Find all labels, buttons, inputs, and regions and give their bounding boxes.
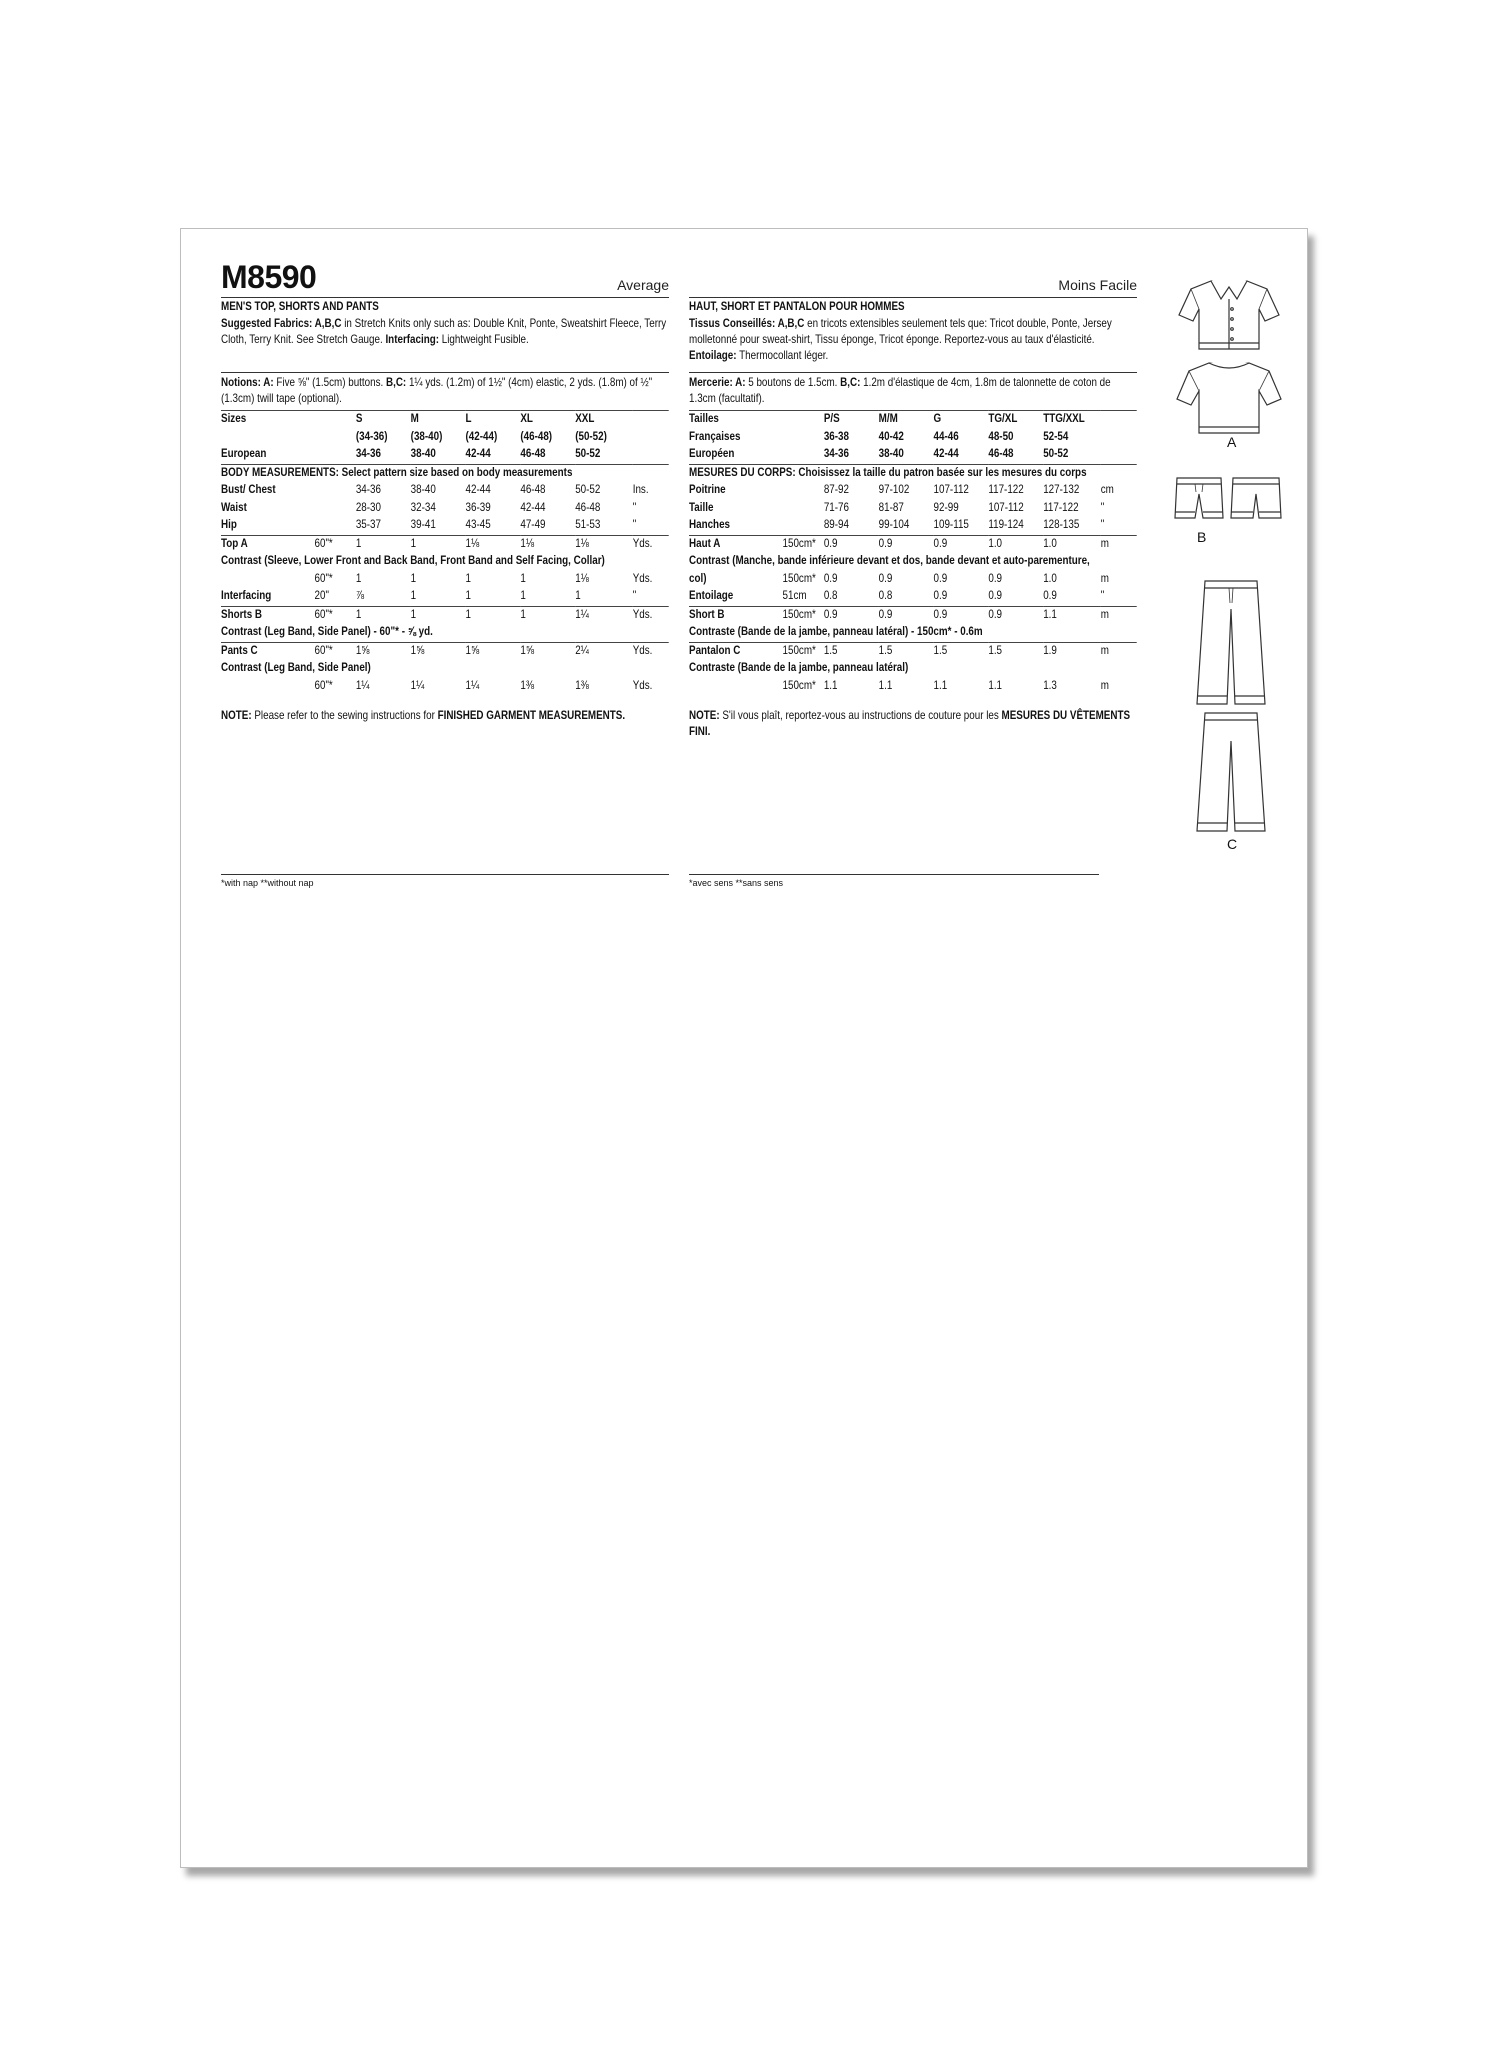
table-cell: 0.9 xyxy=(988,588,1003,602)
table-row xyxy=(689,429,1137,447)
table-row xyxy=(221,678,669,696)
table-cell xyxy=(782,517,823,535)
table-cell: 0.9 xyxy=(988,570,1003,585)
size-yardage-table xyxy=(221,410,669,695)
table-cell: M/M xyxy=(879,411,934,429)
table-cell xyxy=(633,429,669,447)
table-cell: 1.0 xyxy=(1043,535,1101,553)
table-cell: S xyxy=(356,411,411,429)
table-cell: 50-52 xyxy=(575,482,601,496)
table-cell: m xyxy=(1101,606,1137,624)
table-cell: 60"* xyxy=(314,535,355,553)
divider xyxy=(689,297,1137,298)
table-cell: 43-45 xyxy=(465,517,491,531)
table-cell: 20" xyxy=(314,588,329,602)
table-cell: 1.0 xyxy=(1043,570,1057,585)
table-cell: 39-41 xyxy=(410,517,436,531)
table-cell: 2¼ xyxy=(575,642,633,660)
table-cell: 1.5 xyxy=(824,642,879,660)
table-cell: 0.9 xyxy=(879,606,934,624)
table-cell: 1⅛ xyxy=(520,535,575,553)
table-cell: " xyxy=(632,499,637,514)
table-cell: 1 xyxy=(410,588,417,602)
table-cell xyxy=(1101,446,1137,464)
table-cell: 60"* xyxy=(314,606,355,624)
table-cell: 34-36 xyxy=(355,482,382,496)
table-cell: 28-30 xyxy=(355,499,382,514)
technical-drawings xyxy=(1171,279,1291,884)
table-cell: 34-36 xyxy=(355,446,382,460)
table-cell: Ins. xyxy=(632,482,649,496)
table-cell: 46-48 xyxy=(575,499,601,514)
table-row xyxy=(689,606,1137,624)
table-cell: m xyxy=(1101,535,1137,553)
table-cell: Contrast (Leg Band, Side Panel) - 60"* - ⅝ yd. xyxy=(221,624,433,638)
table-cell: P/S xyxy=(824,411,879,429)
table-cell xyxy=(782,411,823,429)
table-row xyxy=(221,642,669,660)
table-row xyxy=(221,464,669,482)
divider xyxy=(689,372,1137,373)
table-cell: Short B xyxy=(689,606,782,624)
table-row xyxy=(221,535,669,553)
table-row xyxy=(221,553,669,571)
table-cell: 117-122 xyxy=(988,482,1024,496)
table-cell: Pants C xyxy=(221,642,314,660)
notions-text: Notions: A: Five ⅝" (1.5cm) buttons. B,C: 1¼ yds. (1.2m) of 1½" (4cm) elastic, 2 yds. (1.8m) of ½" (1.3cm) twill tape (optional). xyxy=(221,375,653,405)
table-cell: 99-104 xyxy=(878,517,910,531)
table-cell: XXL xyxy=(575,411,633,429)
pants-back-sketch xyxy=(1197,713,1265,831)
fabrics-text: Suggested Fabrics: A,B,C in Stretch Knits only such as: Double Knit, Ponte, Sweatshirt Fleece, Terry Cloth, Terry Knit. See Stretch Gauge. Interfacing: Lightweight Fusible. xyxy=(221,316,667,346)
table-row xyxy=(221,500,669,518)
pants-front-sketch xyxy=(1197,581,1265,704)
table-cell: Poitrine xyxy=(689,482,726,496)
table-cell: (42-44) xyxy=(465,428,498,443)
table-cell: 89-94 xyxy=(823,517,850,531)
table-row xyxy=(689,500,1137,518)
table-row xyxy=(221,482,669,500)
table-row xyxy=(221,411,669,429)
table-cell: 0.8 xyxy=(878,588,893,602)
table-cell: " xyxy=(1100,588,1105,602)
table-row xyxy=(689,678,1137,696)
section-title: MEN'S TOP, SHORTS AND PANTS xyxy=(221,299,379,313)
table-row xyxy=(221,571,669,589)
table-cell: 97-102 xyxy=(878,482,910,496)
table-row xyxy=(221,606,669,624)
table-cell: 87-92 xyxy=(823,482,850,496)
table-cell: Entoilage xyxy=(689,588,734,602)
table-cell: 1⅝ xyxy=(520,642,575,660)
table-cell: (50-52) xyxy=(575,428,607,443)
table-cell: 0.8 xyxy=(823,588,838,602)
table-cell xyxy=(782,429,823,447)
shirt-back-sketch xyxy=(1177,363,1281,433)
table-cell: Hip xyxy=(221,517,237,531)
table-cell: 1¼ xyxy=(410,677,425,692)
table-cell: 46-48 xyxy=(520,446,546,460)
table-cell: 117-122 xyxy=(1043,499,1079,514)
table-cell: Européen xyxy=(689,446,735,460)
shorts-back-sketch xyxy=(1231,478,1281,518)
table-cell xyxy=(221,571,314,589)
table-cell xyxy=(221,429,314,447)
shirt-front-sketch xyxy=(1179,281,1279,349)
table-cell xyxy=(314,446,355,464)
table-cell: Contraste (Bande de la jambe, panneau latéral) xyxy=(689,660,909,674)
table-cell xyxy=(314,500,355,518)
table-cell: 32-34 xyxy=(410,499,436,514)
table-cell: 1 xyxy=(465,588,471,602)
table-cell: 1 xyxy=(466,606,521,624)
table-cell: cm xyxy=(1100,482,1114,496)
divider xyxy=(221,297,669,298)
table-cell: 1⅛ xyxy=(575,570,589,585)
table-cell: 107-112 xyxy=(933,482,969,496)
table-row xyxy=(689,464,1137,482)
table-cell: col) xyxy=(689,570,707,585)
table-cell: 1 xyxy=(411,606,466,624)
table-cell: Yds. xyxy=(633,642,669,660)
table-cell: Françaises xyxy=(689,428,741,443)
table-cell: 0.9 xyxy=(824,535,879,553)
table-cell: 1.1 xyxy=(1043,606,1101,624)
table-row xyxy=(221,660,669,678)
pattern-envelope-back xyxy=(180,228,1308,1868)
table-cell: 46-48 xyxy=(520,482,546,496)
table-cell: 150cm* xyxy=(782,606,823,624)
garment-sketches xyxy=(1171,279,1291,879)
table-cell xyxy=(314,482,355,500)
table-row xyxy=(221,588,669,606)
table-cell xyxy=(1101,411,1137,429)
table-cell: Hanches xyxy=(689,517,731,531)
table-cell: 1.3 xyxy=(1043,677,1057,692)
shorts-front-sketch xyxy=(1175,478,1223,518)
table-cell: 60"* xyxy=(314,642,355,660)
table-cell: 128-135 xyxy=(1043,517,1080,531)
table-cell: Taille xyxy=(689,499,714,514)
table-cell: Contraste (Bande de la jambe, panneau latéral) - 150cm* - 0.6m xyxy=(689,624,983,638)
table-cell xyxy=(782,446,823,464)
table-cell: BODY MEASUREMENTS: Select pattern size based on body measurements xyxy=(221,464,669,482)
table-row xyxy=(689,535,1137,553)
table-cell xyxy=(1101,429,1137,447)
table-cell: 0.9 xyxy=(988,606,1043,624)
footnote: *with nap **without nap xyxy=(221,878,314,888)
table-cell: 0.9 xyxy=(933,570,948,585)
table-cell: " xyxy=(632,517,637,531)
table-cell: " xyxy=(1100,517,1105,531)
table-cell: 50-52 xyxy=(1043,446,1069,460)
table-cell: Contrast (Leg Band, Side Panel) xyxy=(221,660,371,674)
table-cell: Top A xyxy=(221,535,314,553)
table-cell: 109-115 xyxy=(933,517,969,531)
table-cell: 42-44 xyxy=(465,446,491,460)
table-cell: 1.0 xyxy=(988,535,1043,553)
table-cell: Bust/ Chest xyxy=(221,482,276,496)
table-cell: 1⅜ xyxy=(520,677,535,692)
table-cell: Yds. xyxy=(633,535,669,553)
table-cell: TG/XL xyxy=(988,411,1043,429)
difficulty-level: Moins Facile xyxy=(1058,277,1137,293)
table-cell: 0.9 xyxy=(879,535,934,553)
table-row xyxy=(221,624,669,642)
table-cell xyxy=(633,411,669,429)
table-cell: G xyxy=(934,411,989,429)
table-cell: m xyxy=(1100,570,1109,585)
table-cell: Haut A xyxy=(689,535,782,553)
table-cell: Sizes xyxy=(221,411,314,429)
table-cell: 51-53 xyxy=(575,517,601,531)
table-cell: Contrast (Manche, bande inférieure devant et dos, bande devant et auto-parementure, xyxy=(689,553,1090,567)
table-cell: 42-44 xyxy=(933,446,959,460)
table-row xyxy=(221,429,669,447)
table-cell: 1⅛ xyxy=(466,535,521,553)
table-cell: 1¼ xyxy=(465,677,480,692)
table-cell: 1.1 xyxy=(933,677,948,692)
table-cell: 150cm* xyxy=(782,677,816,692)
table-cell: TTG/XXL xyxy=(1043,411,1101,429)
table-row xyxy=(689,624,1137,642)
table-cell: 0.9 xyxy=(934,606,989,624)
table-row xyxy=(689,642,1137,660)
table-cell: 1 xyxy=(411,535,466,553)
table-cell xyxy=(314,517,355,535)
table-cell: 38-40 xyxy=(878,446,904,460)
table-cell: 1.5 xyxy=(879,642,934,660)
table-cell: 48-50 xyxy=(988,428,1014,443)
table-cell: 150cm* xyxy=(782,642,823,660)
table-cell: " xyxy=(1100,499,1105,514)
table-cell: 1 xyxy=(356,535,411,553)
table-cell: " xyxy=(632,588,637,602)
table-cell: 127-132 xyxy=(1043,482,1080,496)
pattern-number: M8590 xyxy=(221,259,317,295)
divider xyxy=(689,874,1099,875)
table-cell: 1.1 xyxy=(988,677,1003,692)
table-cell: Pantalon C xyxy=(689,642,782,660)
table-cell: 92-99 xyxy=(933,499,959,514)
table-cell: 150cm* xyxy=(782,570,816,585)
table-cell xyxy=(633,446,669,464)
table-cell: 1.5 xyxy=(988,642,1043,660)
table-cell: Shorts B xyxy=(221,606,314,624)
table-cell: 42-44 xyxy=(465,482,491,496)
table-cell: m xyxy=(1100,677,1109,692)
section-title: HAUT, SHORT ET PANTALON POUR HOMMES xyxy=(689,299,905,313)
table-cell: 38-40 xyxy=(410,482,436,496)
table-cell: 1 xyxy=(575,588,581,602)
table-cell: (38-40) xyxy=(410,428,443,443)
table-row xyxy=(689,517,1137,535)
divider xyxy=(221,372,669,373)
table-cell xyxy=(782,500,823,518)
table-cell: 50-52 xyxy=(575,446,601,460)
note-text: NOTE: S'il vous plaît, reportez-vous au instructions de couture pour les MESURES DU VÊTEMENTS FINI. xyxy=(689,708,1131,738)
table-cell xyxy=(689,678,782,696)
footnote: *avec sens **sans sens xyxy=(689,878,784,888)
view-label-b: B xyxy=(1197,529,1207,545)
table-row xyxy=(689,411,1137,429)
table-cell: Yds. xyxy=(632,570,653,585)
table-cell: Tailles xyxy=(689,411,782,429)
notions-text: Mercerie: A: 5 boutons de 1.5cm. B,C: 1.2m d'élastique de 4cm, 1.8m de talonnette de coton de 1.3cm (facultatif). xyxy=(689,375,1111,405)
table-cell: 36-38 xyxy=(823,428,850,443)
table-cell: Yds. xyxy=(632,677,653,692)
table-cell: 34-36 xyxy=(823,446,850,460)
table-cell: 1⅝ xyxy=(466,642,521,660)
table-row xyxy=(689,553,1137,571)
table-cell xyxy=(314,429,355,447)
table-cell: 38-40 xyxy=(410,446,436,460)
table-row xyxy=(221,446,669,464)
table-cell: 1⅝ xyxy=(411,642,466,660)
table-cell: 1⅛ xyxy=(575,535,633,553)
table-cell: MESURES DU CORPS: Choisissez la taille du patron basée sur les mesures du corps xyxy=(689,464,1137,482)
table-cell: 1 xyxy=(520,606,575,624)
size-yardage-table xyxy=(689,410,1137,695)
table-cell: 81-87 xyxy=(878,499,904,514)
table-cell: 0.9 xyxy=(933,588,948,602)
table-cell: M xyxy=(411,411,466,429)
table-cell xyxy=(221,678,314,696)
table-cell: Yds. xyxy=(633,606,669,624)
table-cell: 0.9 xyxy=(934,535,989,553)
table-cell: (46-48) xyxy=(520,428,553,443)
view-label-c: C xyxy=(1227,836,1238,852)
table-cell: 150cm* xyxy=(782,535,823,553)
table-cell: 1.1 xyxy=(878,677,893,692)
table-cell: 1.9 xyxy=(1043,642,1101,660)
table-cell: 47-49 xyxy=(520,517,546,531)
table-row xyxy=(221,517,669,535)
table-cell: m xyxy=(1101,642,1137,660)
table-cell: 1 xyxy=(520,588,526,602)
table-cell: 52-54 xyxy=(1043,428,1069,443)
table-cell: 60"* xyxy=(314,677,333,692)
note-text: NOTE: Please refer to the sewing instructions for FINISHED GARMENT MEASUREMENTS. xyxy=(221,708,626,722)
table-cell: 35-37 xyxy=(355,517,382,531)
table-cell: 119-124 xyxy=(988,517,1024,531)
table-row xyxy=(689,588,1137,606)
fabrics-text: Tissus Conseillés: A,B,C en tricots extensibles seulement tels que: Tricot double, Ponte, Jersey molletonné pour sweat-shirt, Tissu éponge, Tricot éponge. Reportez-vous au taux d'élasticité. Entoilage: Thermocollant léger. xyxy=(689,316,1112,362)
table-cell xyxy=(314,411,355,429)
table-cell: 1.5 xyxy=(934,642,989,660)
table-row xyxy=(689,446,1137,464)
table-row xyxy=(689,660,1137,678)
table-cell: 60"* xyxy=(314,570,333,585)
table-cell: 40-42 xyxy=(878,428,904,443)
table-cell: 107-112 xyxy=(988,499,1024,514)
table-cell: 1 xyxy=(520,570,526,585)
table-cell xyxy=(782,482,823,500)
difficulty-level: Average xyxy=(617,277,669,293)
table-cell: 1⅝ xyxy=(356,642,411,660)
table-cell: 1⅜ xyxy=(575,677,589,692)
table-cell: 1.1 xyxy=(823,677,838,692)
divider xyxy=(221,874,669,875)
table-cell: 1 xyxy=(410,570,417,585)
table-cell: XL xyxy=(520,411,575,429)
table-cell: 1¼ xyxy=(575,606,633,624)
table-cell: 42-44 xyxy=(520,499,546,514)
table-cell: 1¼ xyxy=(355,677,370,692)
table-cell: 0.9 xyxy=(823,570,838,585)
table-cell: Interfacing xyxy=(221,588,272,602)
table-cell: 44-46 xyxy=(933,428,959,443)
table-cell: 36-39 xyxy=(465,499,491,514)
table-cell: 1 xyxy=(465,570,471,585)
table-cell: 1 xyxy=(356,606,411,624)
table-cell: ⅞ xyxy=(355,588,365,602)
table-cell: Waist xyxy=(221,499,247,514)
table-cell: 46-48 xyxy=(988,446,1014,460)
table-row xyxy=(689,482,1137,500)
table-cell: 0.9 xyxy=(1043,588,1057,602)
table-cell: 0.9 xyxy=(878,570,893,585)
table-row xyxy=(689,571,1137,589)
view-label-a: A xyxy=(1227,434,1237,450)
table-cell: Contrast (Sleeve, Lower Front and Back Band, Front Band and Self Facing, Collar) xyxy=(221,553,605,567)
table-cell: European xyxy=(221,446,267,460)
table-cell: L xyxy=(466,411,521,429)
table-cell: 0.9 xyxy=(824,606,879,624)
table-cell: (34-36) xyxy=(355,428,388,443)
table-cell: 1 xyxy=(355,570,362,585)
table-cell: 71-76 xyxy=(823,499,850,514)
table-cell: 51cm xyxy=(782,588,807,602)
